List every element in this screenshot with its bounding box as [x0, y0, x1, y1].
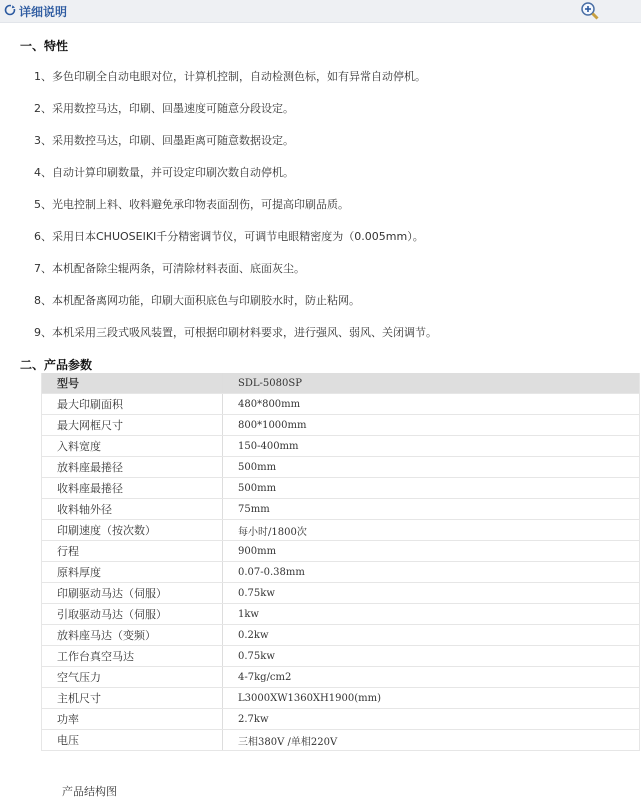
table-row [42, 499, 640, 520]
param-value: 每小时/1800次 [223, 520, 640, 541]
param-value: 900mm [223, 541, 640, 562]
table-row [42, 604, 640, 625]
zoom-in-icon[interactable] [580, 1, 599, 20]
param-value: 0.75kw [223, 583, 640, 604]
param-value: 4-7kg/cm2 [223, 667, 640, 688]
param-value: 1kw [223, 604, 640, 625]
param-name: 工作台真空马达 [42, 646, 223, 667]
feature-item: 1、多色印刷全自动电眼对位，计算机控制，自动检测色标，如有异常自动停机。 [34, 70, 426, 83]
param-value: SDL-5080SP [223, 373, 640, 394]
param-value: 2.7kw [223, 709, 640, 730]
table-row [42, 730, 640, 751]
table-row [42, 562, 640, 583]
table-row [42, 709, 640, 730]
table-row [42, 541, 640, 562]
param-value: 0.2kw [223, 625, 640, 646]
param-name: 放料座最捲径 [42, 457, 223, 478]
param-name: 印刷速度（按次数） [42, 520, 223, 541]
params-table [41, 373, 640, 751]
table-row [42, 520, 640, 541]
table-row [42, 667, 640, 688]
refresh-circle-icon [4, 4, 16, 16]
detail-header-bar [0, 0, 641, 23]
param-name: 电压 [42, 730, 223, 751]
table-row [42, 688, 640, 709]
param-name: 型号 [42, 373, 223, 394]
structure-diagram-label: 产品结构图 [62, 785, 117, 798]
feature-item: 7、本机配备除尘辊两条，可清除材料表面、底面灰尘。 [34, 262, 305, 275]
param-name: 最大网框尺寸 [42, 415, 223, 436]
param-name: 最大印刷面积 [42, 394, 223, 415]
table-row [42, 625, 640, 646]
table-row [42, 457, 640, 478]
params-heading: 二、产品参数 [20, 358, 93, 372]
feature-item: 8、本机配备离网功能，印刷大面积底色与印刷胶水时，防止粘网。 [34, 294, 360, 307]
param-name: 放料座马达（变频） [42, 625, 223, 646]
table-row [42, 583, 640, 604]
feature-item: 2、采用数控马达，印刷、回墨速度可随意分段设定。 [34, 102, 294, 115]
table-row [42, 478, 640, 499]
param-value: 三相380V /单相220V [223, 730, 640, 751]
param-name: 原料厚度 [42, 562, 223, 583]
param-value: 800*1000mm [223, 415, 640, 436]
table-row [42, 646, 640, 667]
param-name: 主机尺寸 [42, 688, 223, 709]
param-value: 150-400mm [223, 436, 640, 457]
param-name: 引取驱动马达（伺服） [42, 604, 223, 625]
param-value: 75mm [223, 499, 640, 520]
detail-title: 详细说明 [19, 5, 68, 19]
param-value: L3000XW1360XH1900(mm) [223, 688, 640, 709]
param-name: 空气压力 [42, 667, 223, 688]
param-value: 500mm [223, 457, 640, 478]
param-value: 480*800mm [223, 394, 640, 415]
features-heading: 一、特性 [20, 39, 69, 53]
param-value: 0.07-0.38mm [223, 562, 640, 583]
param-name: 收料座最捲径 [42, 478, 223, 499]
feature-item: 3、采用数控马达，印刷、回墨距离可随意数据设定。 [34, 134, 294, 147]
table-header-row [42, 373, 640, 394]
feature-item: 4、自动计算印刷数量，并可设定印刷次数自动停机。 [34, 166, 294, 179]
param-name: 功率 [42, 709, 223, 730]
param-value: 0.75kw [223, 646, 640, 667]
table-row [42, 415, 640, 436]
param-value: 500mm [223, 478, 640, 499]
feature-item: 5、光电控制上料、收料避免承印物表面刮伤，可提高印刷品质。 [34, 198, 349, 211]
param-name: 入料宽度 [42, 436, 223, 457]
param-name: 行程 [42, 541, 223, 562]
table-row [42, 436, 640, 457]
param-name: 收料轴外径 [42, 499, 223, 520]
param-name: 印刷驱动马达（伺服） [42, 583, 223, 604]
table-row [42, 394, 640, 415]
feature-item: 6、采用日本CHUOSEIKI千分精密调节仪，可调节电眼精密度为（0.005mm）。 [34, 230, 424, 243]
feature-item: 9、本机采用三段式吸风装置，可根据印刷材料要求，进行强风、弱风、关闭调节。 [34, 326, 437, 339]
